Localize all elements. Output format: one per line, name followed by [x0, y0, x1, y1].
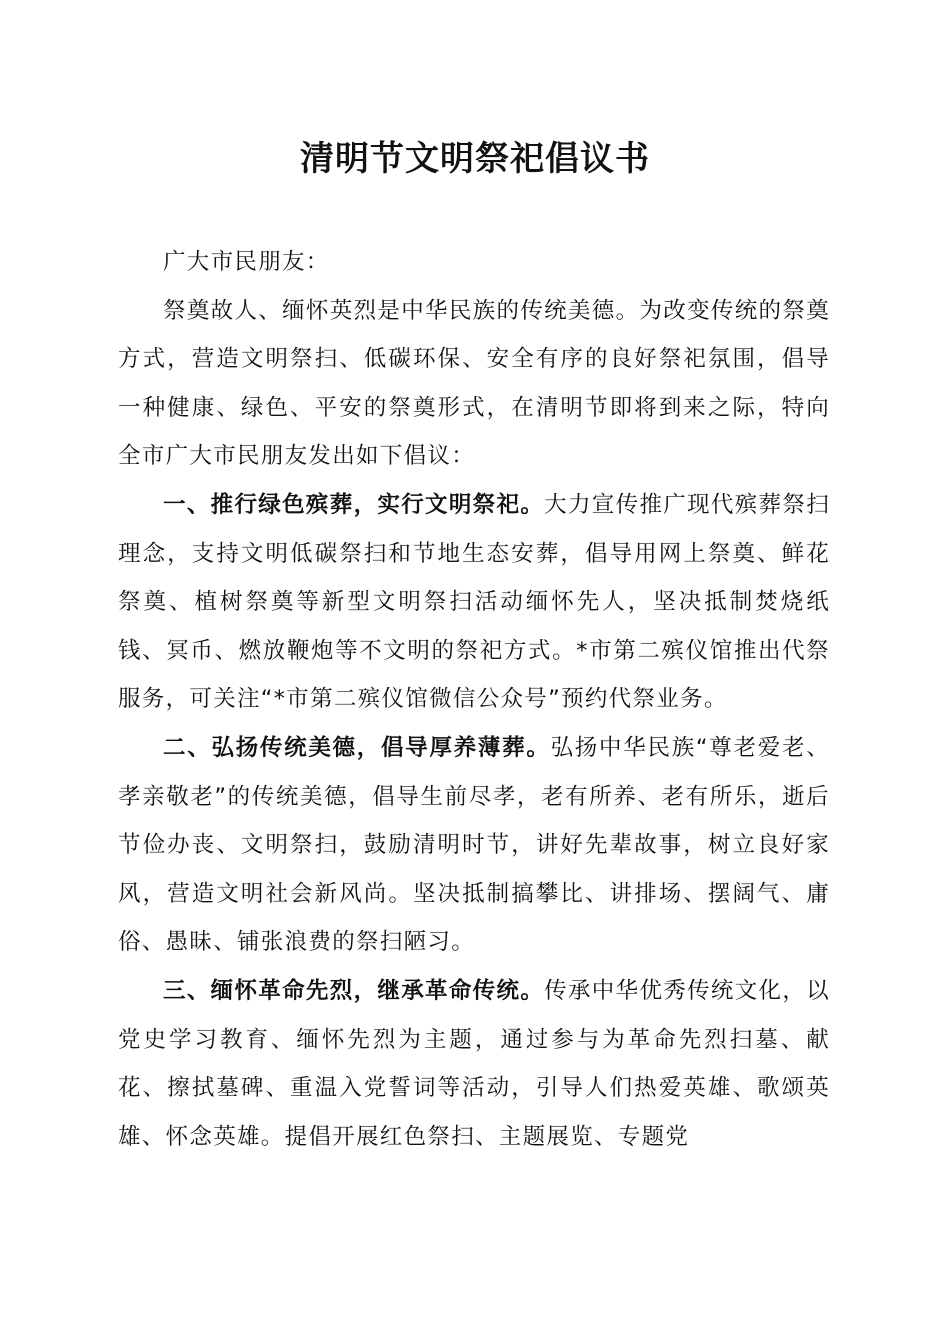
section-heading-3: 三、缅怀革命先烈，继承革命传统。: [163, 977, 545, 1004]
section-text-3: 传承中华优秀传统文化，以党史学习教育、缅怀先烈为主题，通过参与为革命先烈扫墓、献花、擦拭墓碑、重温入党誓词等活动，引导人们热爱英雄、歌颂英雄、怀念英雄。提倡开展红色祭扫、主题展览、专题党: [118, 977, 830, 1150]
document-body: [118, 238, 830, 1161]
section-text-2: 弘扬中华民族“尊老爱老、孝亲敬老”的传统美德，倡导生前尽孝，老有所养、老有所乐，逝后节俭办丧、文明祭扫，鼓励清明时节，讲好先辈故事，树立良好家风，营造文明社会新风尚。坚决抵制搞攀比、讲排场、摆阔气、庸俗、愚昧、铺张浪费的祭扫陋习。: [118, 734, 830, 956]
greeting: 广大市民朋友：: [163, 249, 330, 275]
intro-paragraph: 祭奠故人、缅怀英烈是中华民族的传统美德。为改变传统的祭奠方式，营造文明祭扫、低碳环保、安全有序的良好祭祀氛围，倡导一种健康、绿色、平安的祭奠形式，在清明节即将到来之际，特向全市广大市民朋友发出如下倡议：: [118, 297, 830, 470]
section-paragraph-2: [118, 724, 830, 967]
section-text-1: 大力宣传推广现代殡葬祭扫理念，支持文明低碳祭扫和节地生态安葬，倡导用网上祭奠、鲜花祭奠、植树祭奠等新型文明祭扫活动缅怀先人，坚决抵制焚烧纸钱、冥币、燃放鞭炮等不文明的祭祀方式。*市第二殡仪馆推出代祭服务，可关注“*市第二殡仪馆微信公众号”预约代祭业务。: [118, 491, 830, 713]
section-paragraph-1: [118, 481, 830, 724]
section-paragraph-3: [118, 967, 830, 1161]
document-title: 清明节文明祭祀倡议书: [300, 139, 650, 179]
section-heading-1: 一、推行绿色殡葬，实行文明祭祀。: [163, 491, 545, 518]
section-heading-2: 二、弘扬传统美德，倡导厚养薄葬。: [163, 734, 551, 761]
